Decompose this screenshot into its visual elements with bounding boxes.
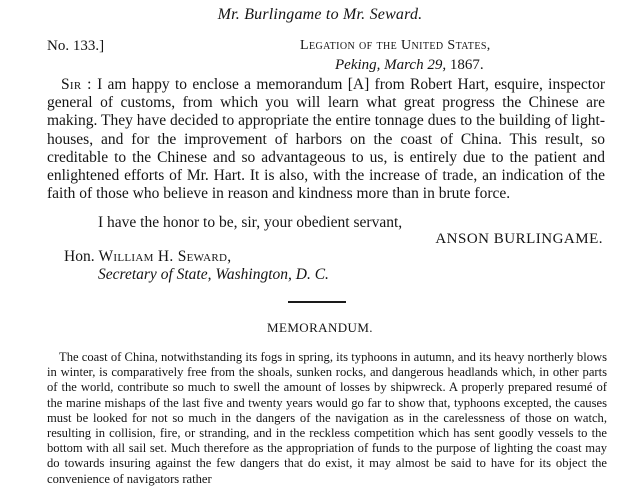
section-divider (288, 301, 346, 303)
addressee-name: William H. Seward, (98, 248, 232, 265)
memorandum-title: MEMORANDUM. (267, 320, 373, 335)
memorandum-body: The coast of China, notwithstanding its fogs in spring, its typhoons in autumn, and its heavy northerly blows in winter, is comparatively free from the shoals, sunken rocks, and dangerous headlands which, in other parts of the world, contribute so much to swell the amount of losses by shipwreck. A properly prepared resumé of the marine mishaps of the last five and twenty years would go far to show that, typhoons excepted, the causes must be looked for not so much in the dangers of the navigation as in the carelessness of those on watch, resulting in collision, fire, or stranding, and in the reckless competition which has sent goodly vessels to the bottom with all sail set. Much therefore as the appropriation of funds to the purpose of lighting the coast may do towards insuring against the few dangers that do exist, it may almost be said to have for its object the convenience of navigators rather (47, 350, 607, 486)
letter-heading: Mr. Burlingame to Mr. Seward. (217, 6, 423, 23)
letter-year: 1867. (449, 57, 484, 73)
letter-body (47, 76, 605, 203)
addressee-title: Secretary of State, Washington, D. C. (98, 266, 329, 283)
addressee-line (64, 248, 231, 266)
salutation: Sir : (61, 76, 92, 93)
signature: ANSON BURLINGAME. (435, 231, 603, 247)
legation-line: Legation of the United States, (300, 38, 491, 53)
place-date-line (335, 57, 484, 74)
place-name: Peking, (335, 57, 381, 73)
letter-body-text: I am happy to enclose a memorandum [A] from Robert Hart, esquire, inspector general of customs, from which you will learn what great progress the Chinese are making. They have decided to appropriate the entire tonnage dues to the building of light-houses, and for the improvement of harbors on the coast of China. This result, so creditable to the Chinese and so advantageous to us, is entirely due to the patient and enlightened efforts of Mr. Hart. It is also, with the increase of trade, an indication of the faith of those who believe in reason and kindness more than in brute force. (47, 76, 605, 203)
addressee-prefix: Hon. (64, 248, 95, 265)
closing-line: I have the honor to be, sir, your obedient servant, (98, 214, 403, 231)
letter-date: March 29, (384, 57, 447, 73)
document-number: No. 133.] (47, 38, 105, 54)
